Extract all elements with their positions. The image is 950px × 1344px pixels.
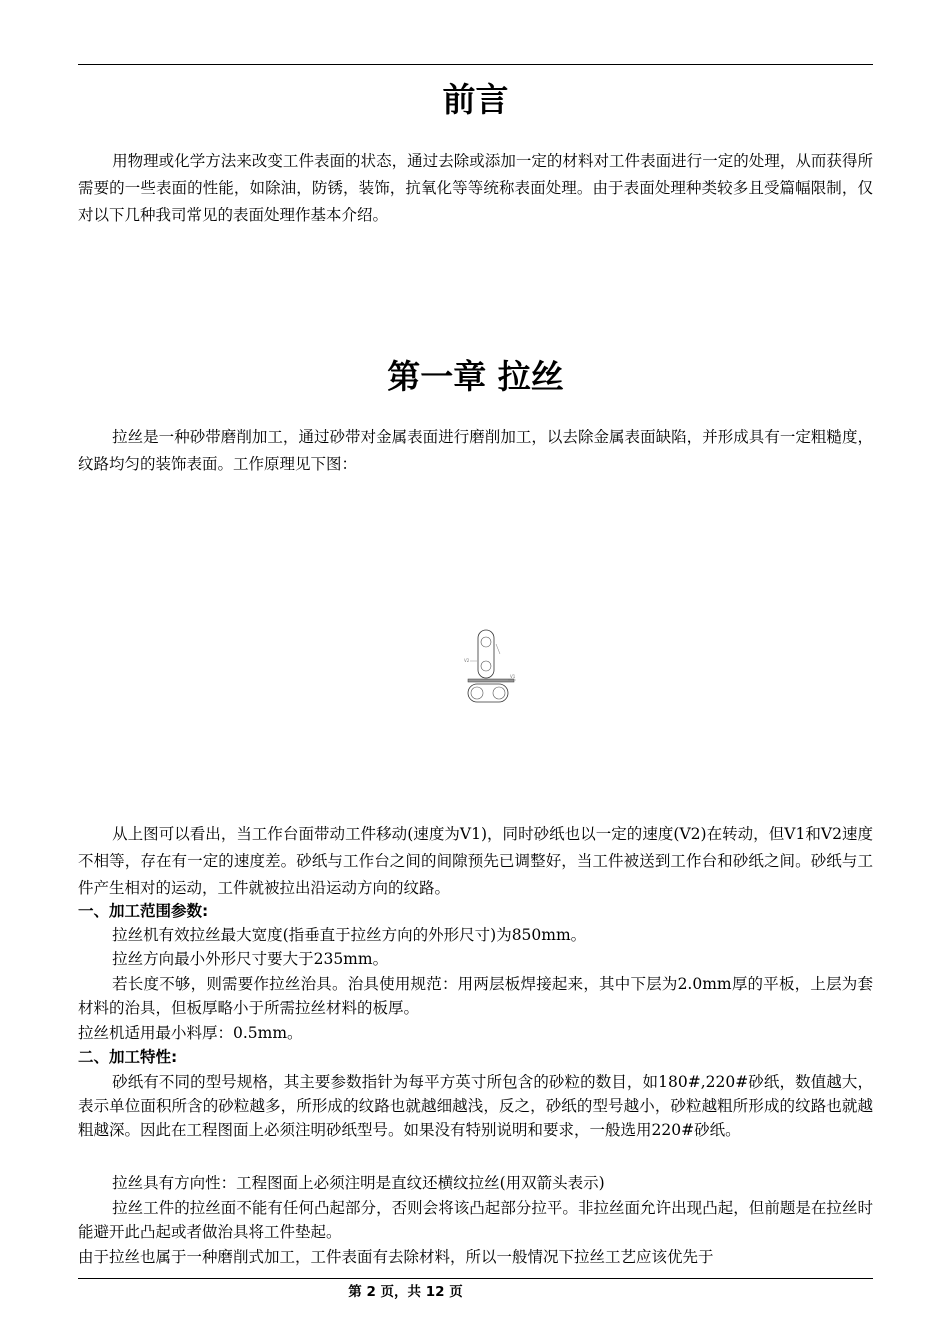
section2-line2: 拉丝具有方向性：工程图面上必须注明是直纹还横纹拉丝(用双箭头表示) bbox=[112, 1174, 605, 1192]
wire-drawing-diagram bbox=[460, 628, 520, 708]
section1-para3: 若长度不够，则需要作拉丝治具。治具使用规范：用两层板焊接起来，其中下层为2.0mm厚的平板，上层为套材料的治具，但板厚略小于所需拉丝材料的板厚。 bbox=[78, 975, 873, 1017]
footer-rule bbox=[78, 1278, 873, 1279]
page-number: 第 2 页，共 12 页 bbox=[348, 1284, 463, 1300]
section2-line4: 由于拉丝也属于一种磨削式加工，工件表面有去除材料，所以一般情况下拉丝工艺应该优先于 bbox=[78, 1248, 714, 1266]
section1-line1: 拉丝机有效拉丝最大宽度(指垂直于拉丝方向的外形尺寸)为850mm。 bbox=[112, 926, 587, 944]
section2-heading: 二、加工特性: bbox=[78, 1048, 178, 1066]
chapter-explanation: 从上图可以看出，当工作台面带动工件移动(速度为V1)，同时砂纸也以一定的速度(V2)在转动，但V1和V2速度不相等，存在有一定的速度差。砂纸与工作台之间的间隙预先已调整好，当工件被送到工作台和砂纸之间。砂纸与工件产生相对的运动，工件就被拉出沿运动方向的纹路。 bbox=[78, 825, 873, 897]
header-rule bbox=[78, 64, 873, 65]
chapter-intro: 拉丝是一种砂带磨削加工，通过砂带对金属表面进行磨削加工，以去除金属表面缺陷，并形成具有一定粗糙度，纹路均匀的装饰表面。工作原理见下图： bbox=[78, 428, 873, 473]
preface-paragraph: 用物理或化学方法来改变工件表面的状态，通过去除或添加一定的材料对工件表面进行一定的处理，从而获得所需要的一些表面的性能，如除油，防锈，装饰，抗氧化等等统称表面处理。由于表面处理种类较多且受篇幅限制，仅对以下几种我司常见的表面处理作基本介绍。 bbox=[78, 152, 873, 224]
section1-line2: 拉丝方向最小外形尺寸要大于235mm。 bbox=[112, 950, 389, 968]
section1-heading: 一、加工范围参数: bbox=[78, 902, 209, 920]
v2-label: V2 bbox=[464, 658, 470, 663]
section1-line4: 拉丝机适用最小料厚：0.5mm。 bbox=[78, 1024, 303, 1042]
section2-para3: 拉丝工件的拉丝面不能有任何凸起部分，否则会将该凸起部分拉平。非拉丝面允许出现凸起，但前题是在拉丝时能避开此凸起或者做治具将工件垫起。 bbox=[78, 1199, 873, 1241]
section2-para1: 砂纸有不同的型号规格，其主要参数指针为每平方英寸所包含的砂粒的数目，如180#,220#砂纸，数值越大，表示单位面积所含的砂粒越多，所形成的纹路也就越细越浅，反之，砂纸的型号越小，砂粒越粗所形成的纹路也就越粗越深。因此在工程图面上必须注明砂纸型号。如果没有特别说明和要求，一般选用220#砂纸。 bbox=[78, 1073, 873, 1139]
chapter-title: 第一章 拉丝 bbox=[387, 357, 564, 396]
v1-label: V1 bbox=[510, 674, 516, 679]
preface-title: 前言 bbox=[442, 80, 509, 119]
